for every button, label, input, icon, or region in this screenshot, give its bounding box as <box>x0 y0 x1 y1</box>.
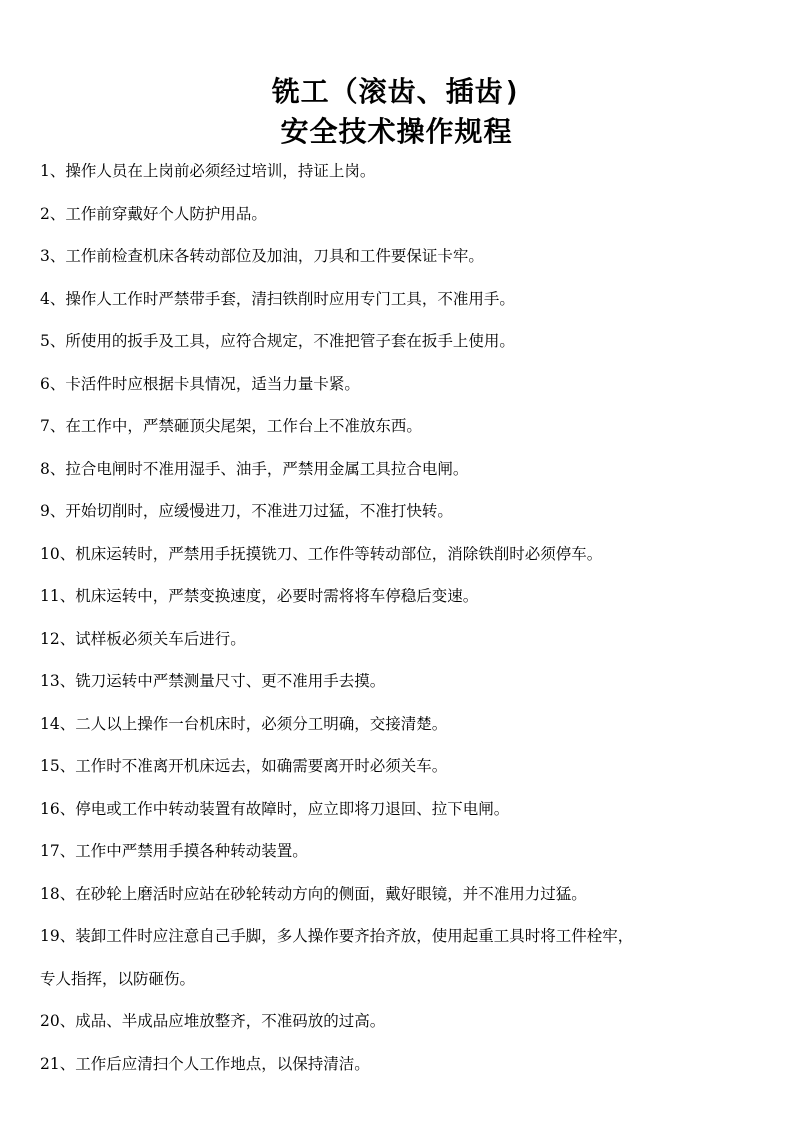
document-subtitle: 安全技术操作规程 <box>280 115 513 148</box>
rule-item-17: 17、工作中严禁用手摸各种转动装置。 <box>40 842 308 860</box>
rule-item-16: 16、停电或工作中转动装置有故障时，应立即将刀退回、拉下电闸。 <box>40 799 510 818</box>
rule-item-14: 14、二人以上操作一台机床时，必须分工明确，交接清楚。 <box>40 714 448 733</box>
rule-item-20: 20、成品、半成品应堆放整齐，不准码放的过高。 <box>40 1012 386 1030</box>
rule-item-9: 9、开始切削时，应缓慢进刀，不准进刀过猛，不准打快转。 <box>40 502 453 520</box>
rule-item-3: 3、工作前检查机床各转动部位及加油，刀具和工件要保证卡牢。 <box>40 247 484 265</box>
rule-19-line-2: 专人指挥，以防砸伤。 <box>40 969 196 988</box>
rule-item-13: 13、铣刀运转中严禁测量尺寸、更不准用手去摸。 <box>40 672 386 690</box>
rule-item-10: 10、机床运转时，严禁用手抚摸铣刀、工作件等转动部位，消除铁削时必须停车。 <box>40 544 603 563</box>
rule-item-6: 6、卡活件时应根据卡具情况，适当力量卡紧。 <box>40 374 360 393</box>
rule-item-5: 5、所使用的扳手及工具，应符合规定，不准把管子套在扳手上使用。 <box>40 332 515 350</box>
document-title: 铣工（滚齿、插齿) <box>271 75 522 108</box>
rule-item-11: 11、机床运转中，严禁变换速度，必要时需将将车停稳后变速。 <box>40 587 479 605</box>
rule-item-21: 21、工作后应清扫个人工作地点，以保持清洁。 <box>40 1054 370 1073</box>
rule-item-1: 1、操作人员在上岗前必须经过培训，持证上岗。 <box>40 162 376 180</box>
rules-list <box>40 161 760 1096</box>
rule-item-7: 7、在工作中，严禁砸顶尖尾架，工作台上不准放东西。 <box>40 417 422 435</box>
rule-19-line-1: 19、装卸工件时应注意自己手脚，多人操作要齐抬齐放，使用起重工具时将工件栓牢， <box>40 927 634 945</box>
rule-item-2: 2、工作前穿戴好个人防护用品。 <box>40 204 267 223</box>
rule-item-12: 12、试样板必须关车后进行。 <box>40 629 246 648</box>
rule-item-8: 8、拉合电闸时不准用湿手、油手，严禁用金属工具拉合电闸。 <box>40 459 469 478</box>
rule-item-19 <box>40 926 760 989</box>
rule-item-4: 4、操作人工作时严禁带手套，清扫铁削时应用专门工具，不准用手。 <box>40 289 515 308</box>
rule-item-15: 15、工作时不准离开机床远去，如确需要离开时必须关车。 <box>40 757 448 775</box>
rule-item-18: 18、在砂轮上磨活时应站在砂轮转动方向的侧面，戴好眼镜，并不准用力过猛。 <box>40 884 587 903</box>
